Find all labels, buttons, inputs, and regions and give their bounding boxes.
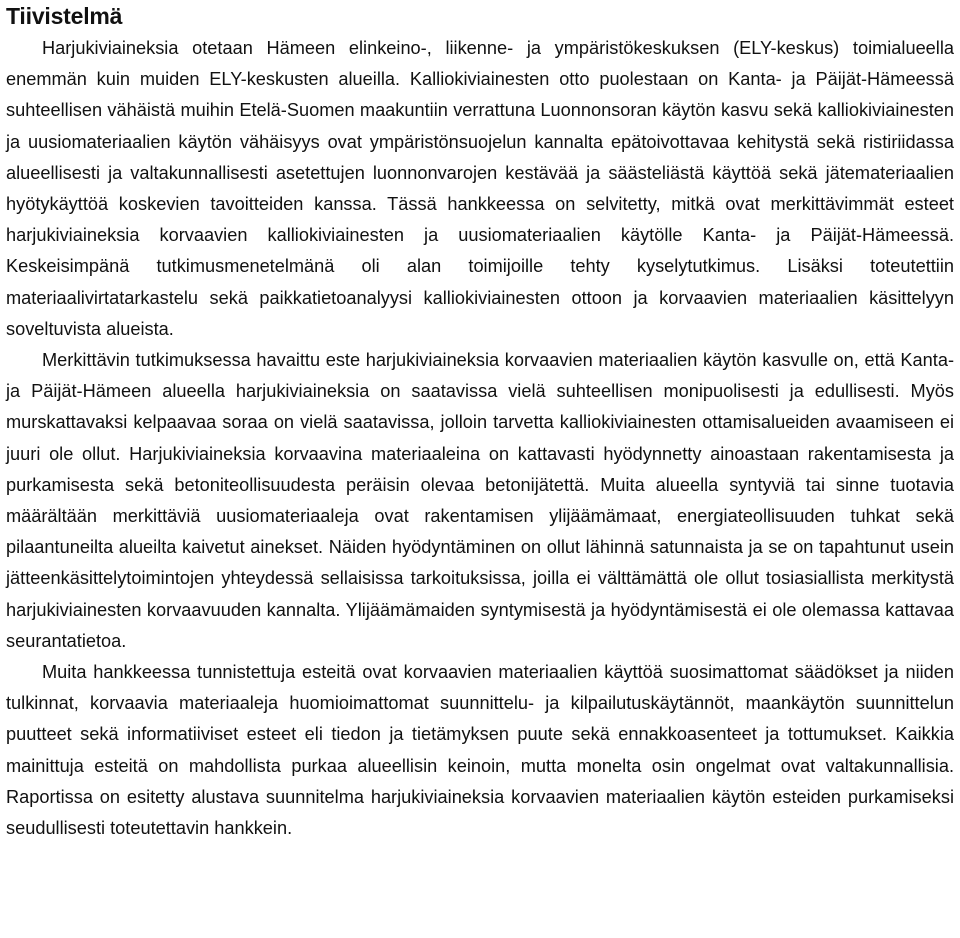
paragraph-1: Harjukiviaineksia otetaan Hämeen elinkeino-, liikenne- ja ympäristökeskuksen (ELY-keskus) toimialueella enemmän kuin muiden ELY-keskusten alueilla. Kalliokiviainesten otto puolestaan on Kanta- ja Päijät-Hämeessä suhteellisen vähäistä muihin Etelä-Suomen maakuntiin verrattuna Luonnonsoran käytön kasvu sekä kalliokiviainesten ja uusiomateriaalien käytön vähäisyys ovat ympäristönsuojelun kannalta epätoivottavaa kehitystä sekä ristiriidassa alueellisesti ja valtakunnallisesti asetettujen luonnonvarojen kestävää ja säästeliästä käyttöä sekä jätemateriaalien hyötykäyttöä koskevien tavoitteiden kanssa. Tässä hankkeessa on selvitetty, mitkä ovat merkittävimmät esteet harjukiviaineksia korvaavien kalliokiviainesten ja uusiomateriaalien käytölle Kanta- ja Päijät-Hämeessä. Keskeisimpänä tutkimusmenetelmänä oli alan toimijoille tehty kyselytutkimus. Lisäksi toteutettiin materiaalivirtatarkastelu sekä paikkatietoanalyysi kalliokiviainesten ottoon ja korvaavien materiaalien käsittelyyn soveltuvista alueista.: [6, 38, 954, 339]
paragraph-2: Merkittävin tutkimuksessa havaittu este harjukiviaineksia korvaavien materiaalien käytön kasvulle on, että Kanta- ja Päijät-Hämeen alueella harjukiviaineksia on saatavissa vielä suhteellisen monipuolisesti ja edullisesti. Myös murskattavaksi kelpaavaa soraa on vielä saatavissa, jolloin tarvetta kalliokiviainesten ottamisalueiden avaamiseen ei juuri ole ollut. Harjukiviaineksia korvaavina materiaaleina on kattavasti hyödynnetty ainoastaan rakentamisesta ja purkamisesta sekä betoniteollisuudesta peräisin olevaa betonijätettä. Muita alueella syntyviä tai sinne tuotavia määrältään merkittäviä uusiomateriaaleja ovat rakentamisen ylijäämämaat, energiateollisuuden tuhkat sekä pilaantuneilta alueilta kaivetut ainekset. Näiden hyödyntäminen on ollut lähinnä satunnaista ja se on tapahtunut usein jätteenkäsittelytoimintojen yhteydessä sellaisissa tarkoituksissa, joilla ei välttämättä ole ollut tosiasiallista merkitystä harjukiviainesten korvaavuuden kannalta. Ylijäämämaiden syntymisestä ja hyödyntämisestä ei ole olemassa kattavaa seurantatietoa.: [6, 350, 954, 651]
paragraph-3: Muita hankkeessa tunnistettuja esteitä ovat korvaavien materiaalien käyttöä suosimattomat säädökset ja niiden tulkinnat, korvaavia materiaaleja huomioimattomat suunnittelu- ja kilpailutuskäytännöt, maankäytön suunnittelun puutteet sekä informatiiviset esteet eli tiedon ja tietämyksen puute sekä ennakkoasenteet ja tottumukset. Kaikkia mainittuja esteitä on mahdollista purkaa alueellisin keinoin, mutta monelta osin ongelmat ovat valtakunnallisia. Raportissa on esitetty alustava suunnitelma harjukiviaineksia korvaavien materiaalien käytön esteiden purkamiseksi seudullisesti toteutettavin hankkein.: [6, 662, 954, 839]
document-title: Tiivistelmä: [6, 3, 123, 29]
